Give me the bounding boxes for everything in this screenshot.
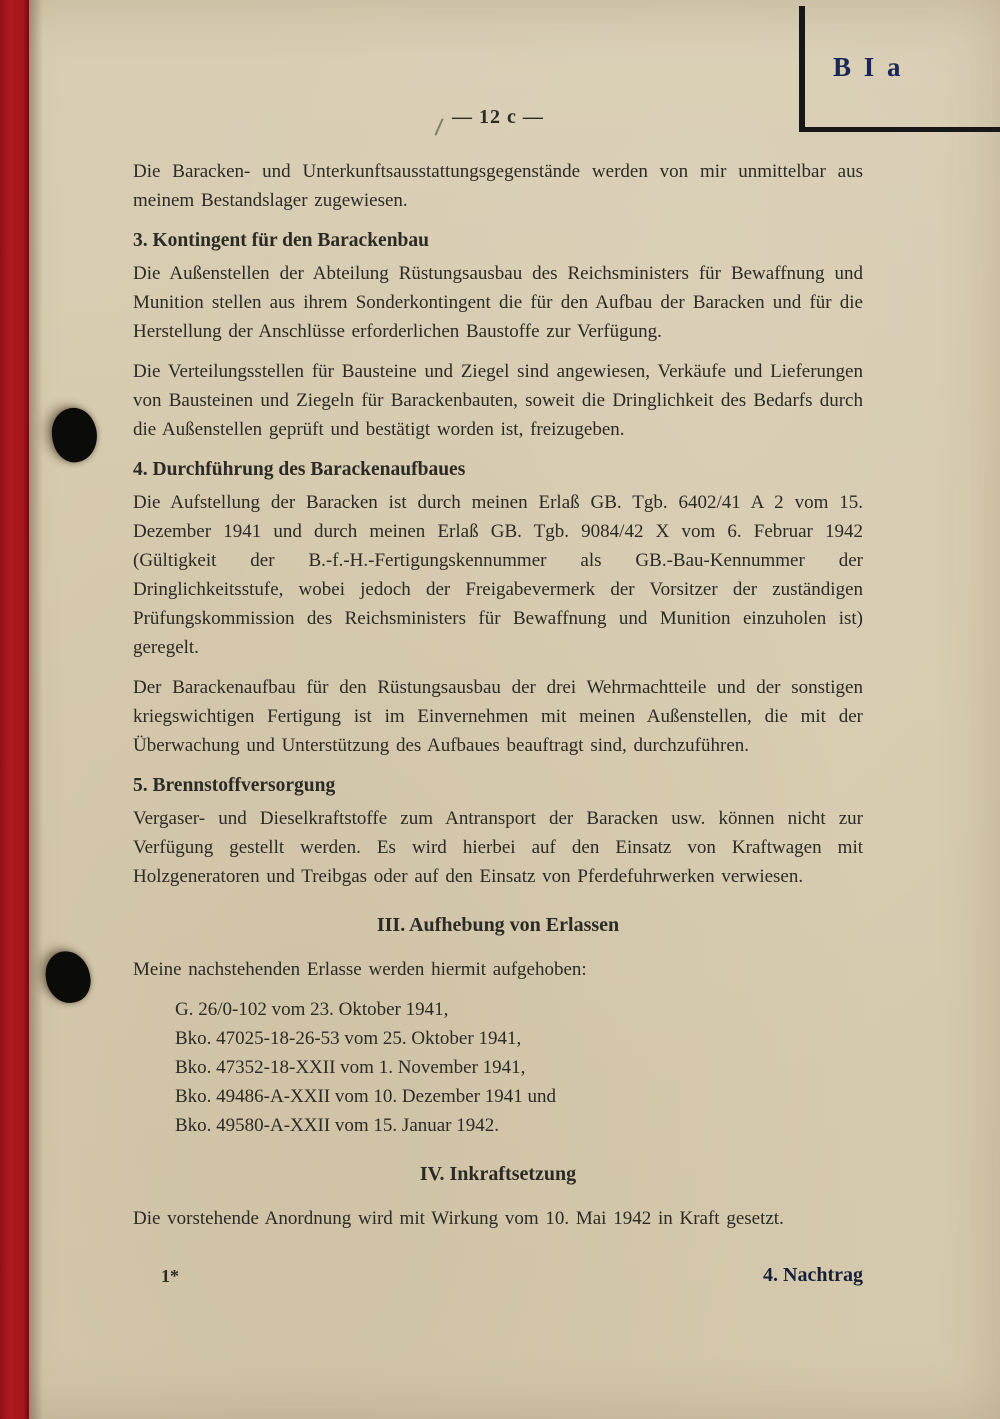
binding-edge [0, 0, 29, 1419]
section-iv-paragraph-1: Die vorstehende Anordnung wird mit Wirkung vom 10. Mai 1942 in Kraft gesetzt. [133, 1208, 784, 1229]
document-content [133, 157, 863, 1244]
decree-item: Bko. 49580-A-XXII vom 15. Januar 1942. [175, 1115, 500, 1136]
punch-hole-bottom [42, 948, 94, 1007]
decree-item: Bko. 49486-A-XXII vom 10. Dezember 1941 und [175, 1086, 556, 1107]
section-3-paragraph-1: Die Außenstellen der Abteilung Rüstungsausbau des Reichsministers für Bewaffnung und Munition stellen aus ihrem Sonderkontingent die für den Aufbau der Baracken und für die Herstellung der Anschlüsse erforderlichen Baustoffe zur Verfügung. [133, 263, 863, 342]
footnote-mark: 1* [161, 1266, 179, 1286]
supplement-label: 4. Nachtrag [763, 1264, 863, 1286]
section-iii-intro: Meine nachstehenden Erlasse werden hiermit aufgehoben: [133, 959, 587, 980]
punch-hole-top [46, 403, 103, 466]
section-4-paragraph-2: Der Barackenaufbau für den Rüstungsausbau der drei Wehrmachtteile und der sonstigen kriegswichtigen Fertigung ist im Einvernehmen mit meinen Außenstellen, die mit der Überwachung und Unterstützung des Aufbaues beauftragt sind, durchzuführen. [133, 677, 863, 756]
intro-paragraph: Die Baracken- und Unterkunftsausstattungsgegenstände werden von mir unmittelbar aus meinem Bestandslager zugewiesen. [133, 161, 863, 211]
section-5-heading: 5. Brennstoffversorgung [133, 775, 336, 796]
section-4-paragraph-1: Die Aufstellung der Baracken ist durch meinen Erlaß GB. Tgb. 6402/41 A 2 vom 15. Dezember 1941 und durch meinen Erlaß GB. Tgb. 9084/42 X vom 6. Februar 1942 (Gültigkeit der B.-f.-H.-Fertigungskennummer als GB.-Bau-Kennummer der Dringlichkeitsstufe, wobei jedoch der Freigabevermerk der Vorsitzer der zuständigen Prüfungskommission des Reichsministers für Bewaffnung und Munition einzuholen ist) geregelt. [133, 492, 863, 658]
section-5-paragraph-1: Vergaser- und Dieselkraftstoffe zum Antransport der Baracken usw. können nicht zur Verfügung gestellt werden. Es wird hierbei auf den Einsatz von Kraftwagen mit Holzgeneratoren und Treibgas oder auf den Einsatz von Pferdefuhrwerken verwiesen. [133, 808, 863, 887]
section-iii-heading: III. Aufhebung von Erlassen [376, 914, 620, 936]
decree-item: Bko. 47352-18-XXII vom 1. November 1941, [175, 1057, 526, 1078]
section-iv-heading: IV. Inkraftsetzung [419, 1163, 577, 1185]
section-3-heading: 3. Kontingent für den Barackenbau [133, 230, 429, 251]
classification-label: B I a [833, 52, 904, 82]
section-4-heading: 4. Durchführung des Barackenaufbaues [133, 459, 466, 480]
section-3-paragraph-2: Die Verteilungsstellen für Bausteine und Ziegel sind angewiesen, Verkäufe und Lieferungen von Bausteinen und Ziegeln für Barackenbauten, soweit die Dringlichkeit des Bedarfs durch die Außenstellen geprüft und bestätigt worden ist, freizugeben. [133, 361, 863, 440]
page-edge-shadow [29, 0, 43, 1419]
page-number: — 12 c — [452, 106, 544, 128]
decree-item: Bko. 47025-18-26-53 vom 25. Oktober 1941, [175, 1028, 522, 1049]
revoked-decrees-list [175, 995, 863, 1140]
decree-item: G. 26/0-102 vom 23. Oktober 1941, [175, 999, 449, 1020]
